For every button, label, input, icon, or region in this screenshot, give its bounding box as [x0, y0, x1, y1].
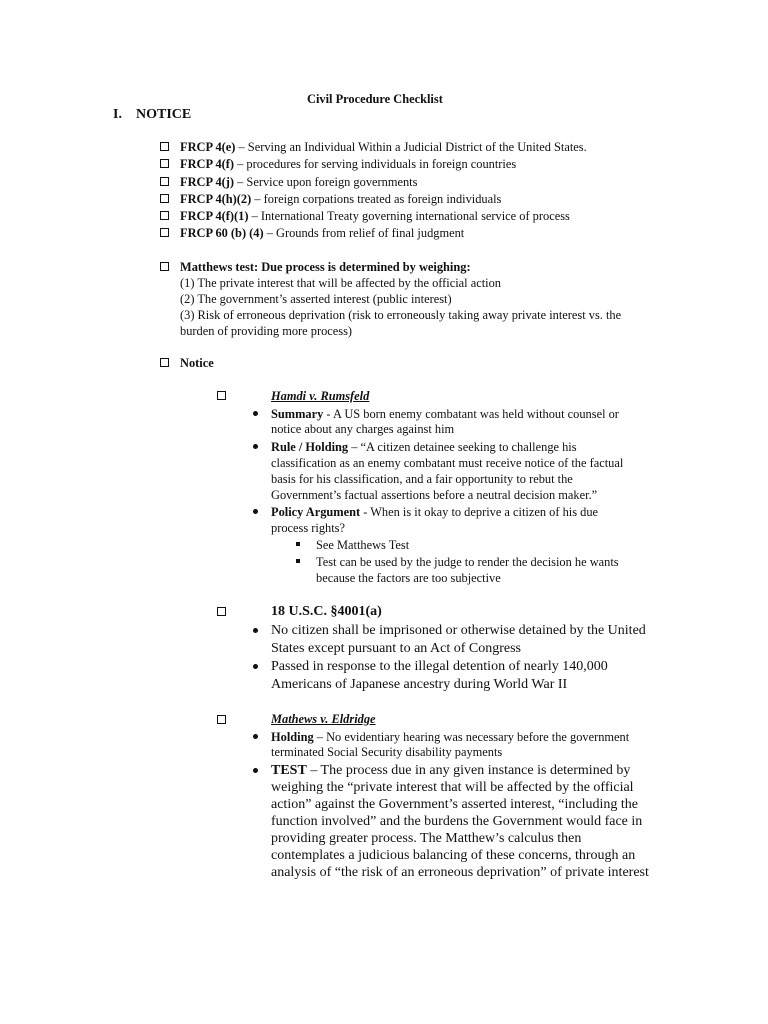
bullet	[253, 444, 258, 449]
hamdi-summary: Summary - A US born enemy combatant was held without counsel or	[271, 407, 619, 421]
rule-item: FRCP 4(f) – procedures for serving individuals in foreign countries	[180, 157, 517, 171]
checkbox[interactable]	[160, 358, 169, 367]
hamdi-rule-line: Government’s factual assertions before a neutral decision maker.”	[271, 488, 598, 502]
hamdi-policy: Policy Argument - When is it okay to deprive a citizen of his due	[271, 505, 599, 519]
sub-bullet	[296, 559, 300, 563]
matthews-heading: Matthews test: Due process is determined by weighing:	[180, 260, 471, 274]
hamdi-policy-line: process rights?	[271, 521, 345, 535]
matthews-line: (3) Risk of erroneous deprivation (risk to erroneously taking away private interest vs. the	[180, 308, 622, 322]
hamdi-rule: Rule / Holding – “A citizen detainee seeking to challenge his	[271, 440, 577, 454]
sub-bullet	[296, 542, 300, 546]
mathews-holding-line: terminated Social Security disability payments	[271, 745, 503, 759]
statute-bullet-line: States except pursuant to an Act of Congress	[271, 641, 522, 656]
document-title: Civil Procedure Checklist	[307, 92, 443, 106]
matthews-line: (1) The private interest that will be affected by the official action	[180, 276, 502, 290]
bullet	[253, 509, 258, 514]
statute-bullet-line: Americans of Japanese ancestry during World War II	[271, 677, 568, 692]
bullet	[253, 411, 258, 416]
mathews-test-line: weighing the “private interest that will be affected by the official	[271, 780, 634, 795]
bullet	[253, 628, 258, 633]
statute-bullet: Passed in response to the illegal detention of nearly 140,000	[271, 659, 608, 674]
checkbox[interactable]	[160, 194, 169, 203]
mathews-test-line: contemplates a judicious balancing of these concerns, through an	[271, 848, 636, 863]
mathews-test-line: function involved” and the burdens the Government would face in	[271, 814, 643, 829]
checkbox[interactable]	[217, 715, 226, 724]
statute-bullet: No citizen shall be imprisoned or otherwise detained by the United	[271, 623, 646, 638]
hamdi-sub-item: See Matthews Test	[316, 538, 410, 552]
mathews-test: TEST – The process due in any given instance is determined by	[271, 763, 631, 778]
bullet	[253, 734, 258, 739]
rule-item: FRCP 4(h)(2) – foreign corpations treated as foreign individuals	[180, 192, 502, 206]
checkbox[interactable]	[160, 228, 169, 237]
checkbox[interactable]	[160, 262, 169, 271]
rule-item: FRCP 4(f)(1) – International Treaty governing international service of process	[180, 209, 570, 223]
mathews-test-line: action” against the Government’s asserted interest, “including the	[271, 797, 638, 812]
mathews-test-line: analysis of “the risk of an erroneous deprivation” of private interest	[271, 865, 649, 880]
section-number: I.	[113, 107, 122, 122]
rule-item: FRCP 4(e) – Serving an Individual Within a Judicial District of the United States.	[180, 140, 587, 154]
checkbox[interactable]	[160, 159, 169, 168]
case-title-hamdi: Hamdi v. Rumsfeld	[271, 389, 370, 403]
checkbox[interactable]	[160, 177, 169, 186]
notice-heading: Notice	[180, 356, 214, 370]
section-heading: NOTICE	[136, 107, 192, 122]
mathews-test-line: providing greater process. The Matthew’s calculus then	[271, 831, 582, 846]
hamdi-rule-line: basis for his classification, and a fair opportunity to rebut the	[271, 472, 573, 486]
matthews-line: (2) The government’s asserted interest (public interest)	[180, 292, 452, 306]
matthews-line: burden of providing more process)	[180, 324, 353, 338]
checkbox[interactable]	[217, 607, 226, 616]
case-title-mathews: Mathews v. Eldridge	[271, 712, 376, 726]
checkbox[interactable]	[160, 211, 169, 220]
checkbox[interactable]	[160, 142, 169, 151]
bullet	[253, 664, 258, 669]
rule-item: FRCP 4(j) – Service upon foreign governments	[180, 175, 418, 189]
hamdi-rule-line: classification as an enemy combatant must receive notice of the factual	[271, 456, 624, 470]
checkbox[interactable]	[217, 391, 226, 400]
hamdi-summary-line: notice about any charges against him	[271, 422, 455, 436]
bullet	[253, 768, 258, 773]
hamdi-sub-item: Test can be used by the judge to render the decision he wants	[316, 555, 619, 569]
rule-item: FRCP 60 (b) (4) – Grounds from relief of final judgment	[180, 226, 465, 240]
statute-title: 18 U.S.C. §4001(a)	[271, 604, 382, 619]
mathews-holding: Holding – No evidentiary hearing was necessary before the government	[271, 730, 630, 744]
hamdi-sub-item-line: because the factors are too subjective	[316, 571, 501, 585]
